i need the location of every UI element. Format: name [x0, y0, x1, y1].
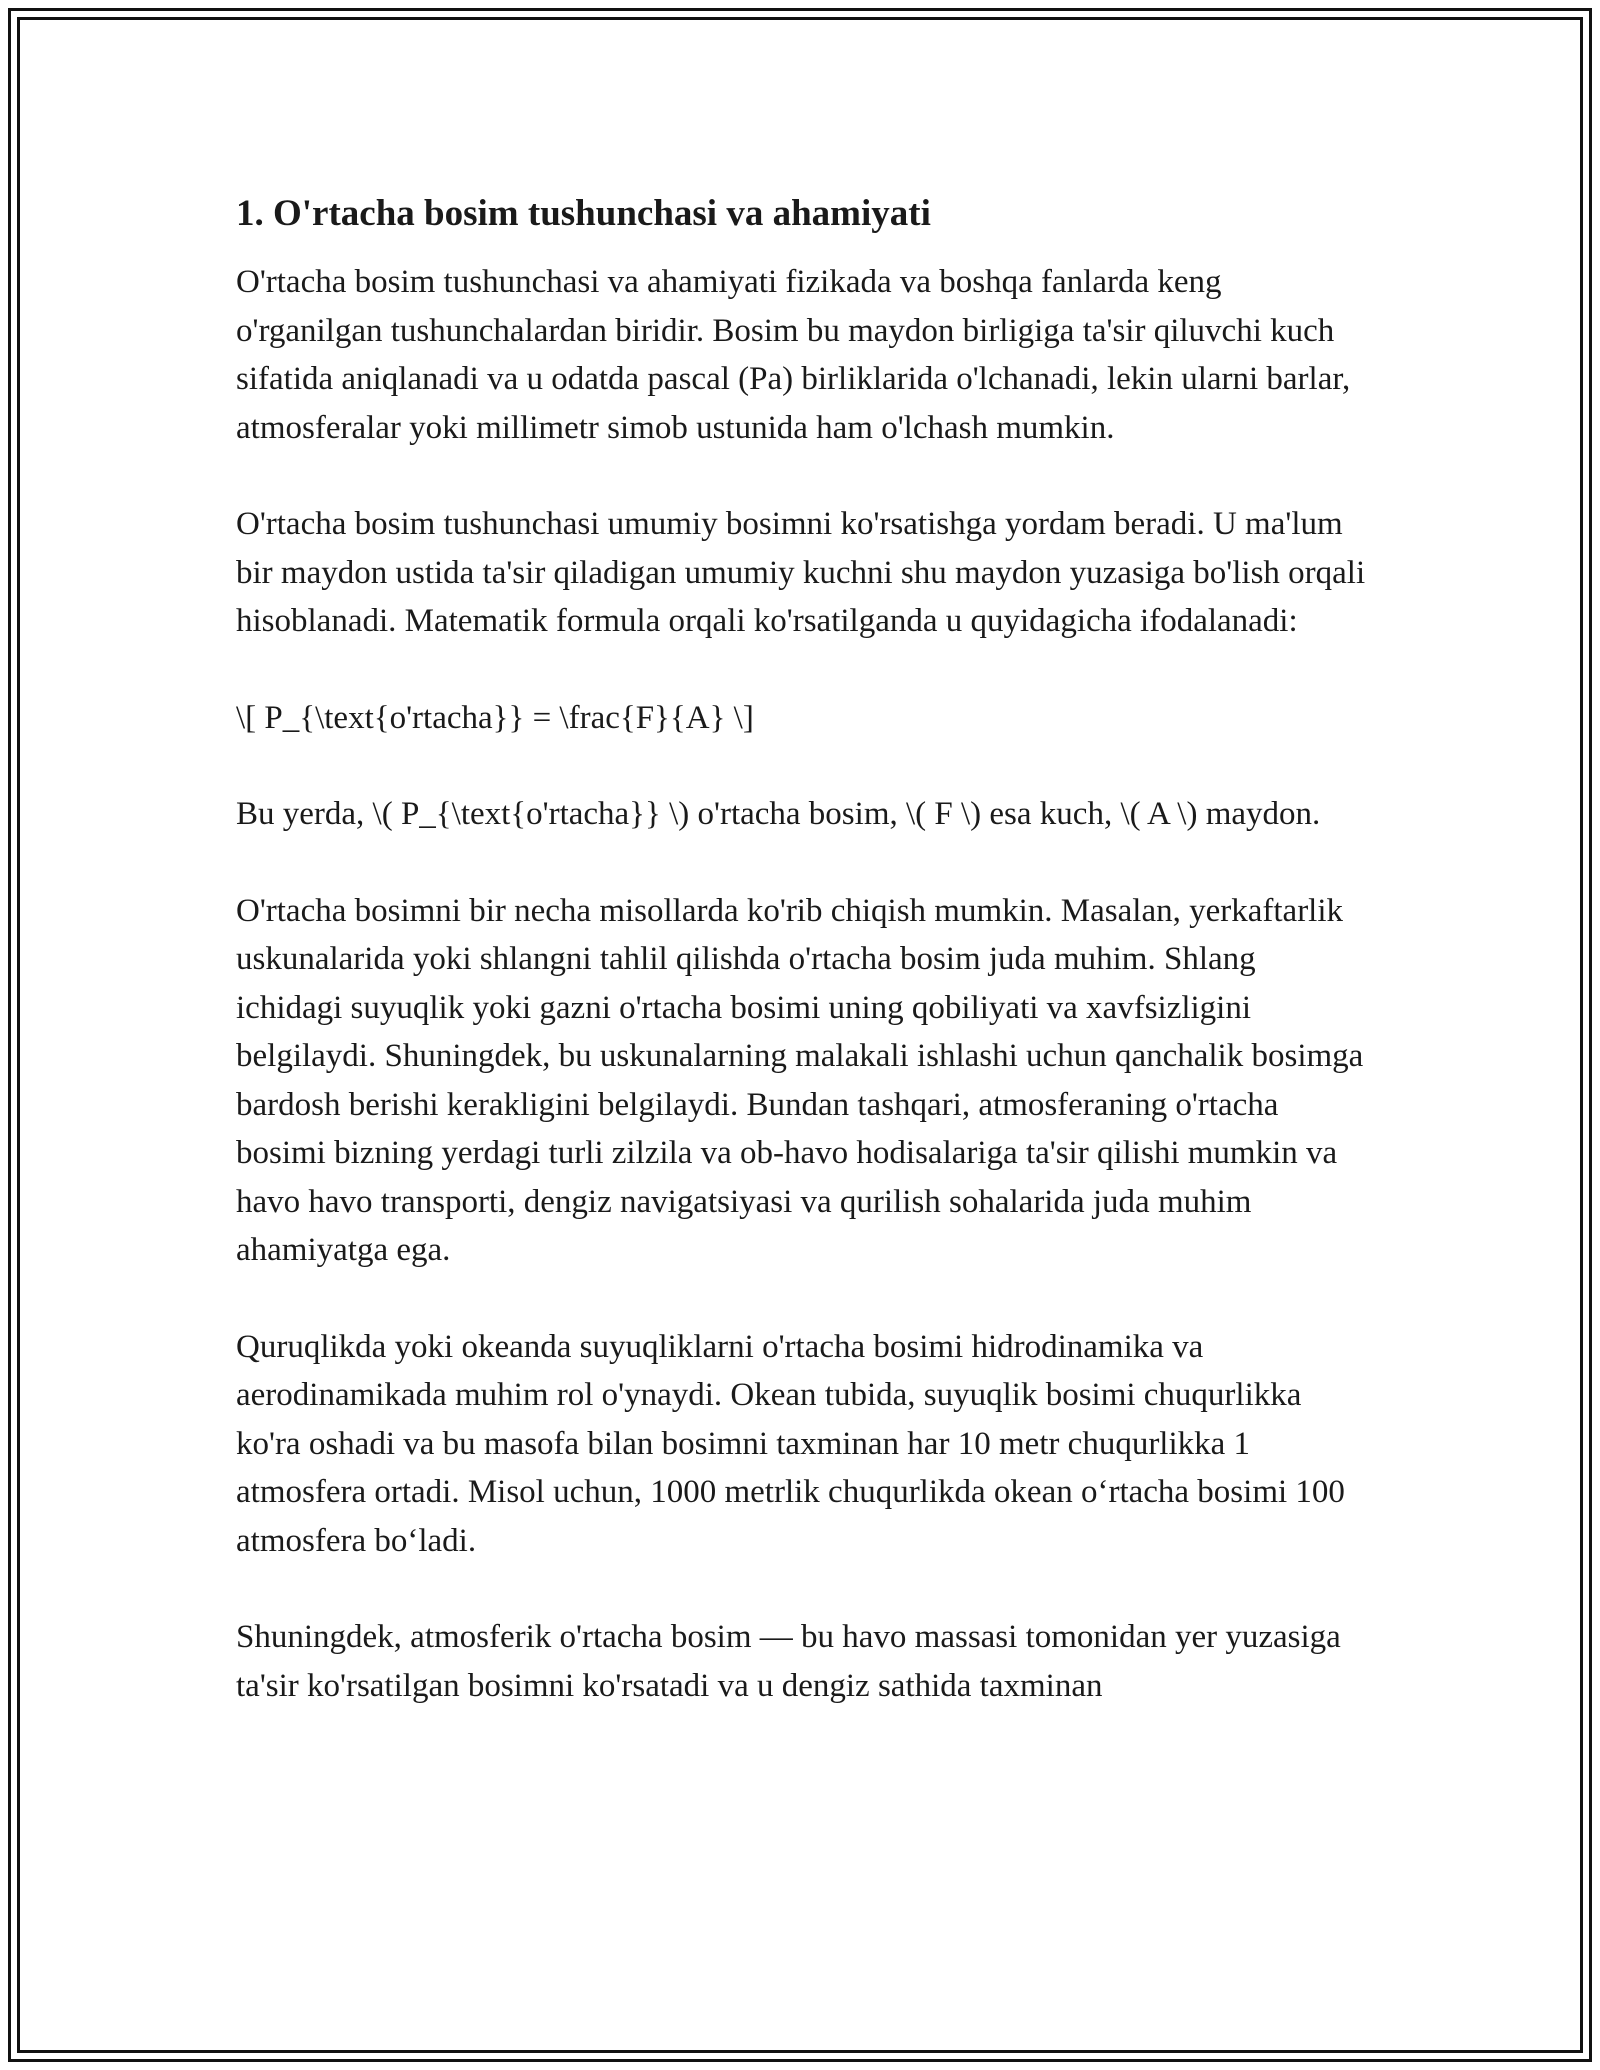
- paragraph-average-pressure: O'rtacha bosim tushunchasi umumiy bosimni ko'rsatishga yordam beradi. U ma'lum bir maydon ustida ta'sir qiladigan umumiy kuchni shu maydon yuzasiga bo'lish orqali hisoblanadi. Matematik formula orqali ko'rsatilganda u quyidagicha ifodalanadi:: [236, 506, 1366, 639]
- section-heading: 1. O'rtacha bosim tushunchasi va ahamiyati: [236, 193, 931, 234]
- paragraph-fluids: Quruqlikda yoki okeanda suyuqliklarni o'rtacha bosimi hidrodinamika va aerodinamikada muhim rol o'ynaydi. Okean tubida, suyuqlik bosimi chuqurlikka ko'ra oshadi va bu masofa bilan bosimni taxminan har 10 metr chuqurlikka 1 atmosfera ortadi. Misol uchun, 1000 metrlik chuqurlikda okean o‘rtacha bosimi 100 atmosfera bo‘ladi.: [236, 1328, 1345, 1559]
- paragraph-formula-legend: Bu yerda, \( P_{\text{o'rtacha}} \) o'rtacha bosim, \( F \) esa kuch, \( A \) maydon.: [236, 796, 1321, 832]
- document-body: [236, 186, 1366, 1758]
- paragraph-atmospheric: Shuningdek, atmosferik o'rtacha bosim — bu havo massasi tomonidan yer yuzasiga ta'sir ko'rsatilgan bosimni ko'rsatadi va u dengiz sathida taxminan: [236, 1619, 1341, 1704]
- paragraph-examples: O'rtacha bosimni bir necha misollarda ko'rib chiqish mumkin. Masalan, yerkaftarlik uskunalarida yoki shlangni tahlil qilishda o'rtacha bosim juda muhim. Shlang ichidagi suyuqlik yoki gazni o'rtacha bosimi uning qobiliyati va xavfsizligini belgilaydi. Shuningdek, bu uskunalarning malakali ishlashi uchun qanchalik bosimga bardosh berishi kerakligini belgilaydi. Bundan tashqari, atmosferaning o'rtacha bosimi bizning yerdagi turli zilzila va ob-havo hodisalariga ta'sir qilishi mumkin va havo havo transporti, dengiz navigatsiyasi va qurilish sohalarida juda muhim ahamiyatga ega.: [236, 892, 1364, 1268]
- paragraph-definition: O'rtacha bosim tushunchasi va ahamiyati fizikada va boshqa fanlarda keng o'rganilgan tushunchalardan biridir. Bosim bu maydon birligiga ta'sir qiluvchi kuch sifatida aniqlanadi va u odatda pascal (Pa) birliklarida o'lchanadi, lekin ularni barlar, atmosferalar yoki millimetr simob ustunida ham o'lchash mumkin.: [236, 264, 1351, 446]
- formula-line: \[ P_{\text{o'rtacha}} = \frac{F}{A} \]: [236, 699, 754, 736]
